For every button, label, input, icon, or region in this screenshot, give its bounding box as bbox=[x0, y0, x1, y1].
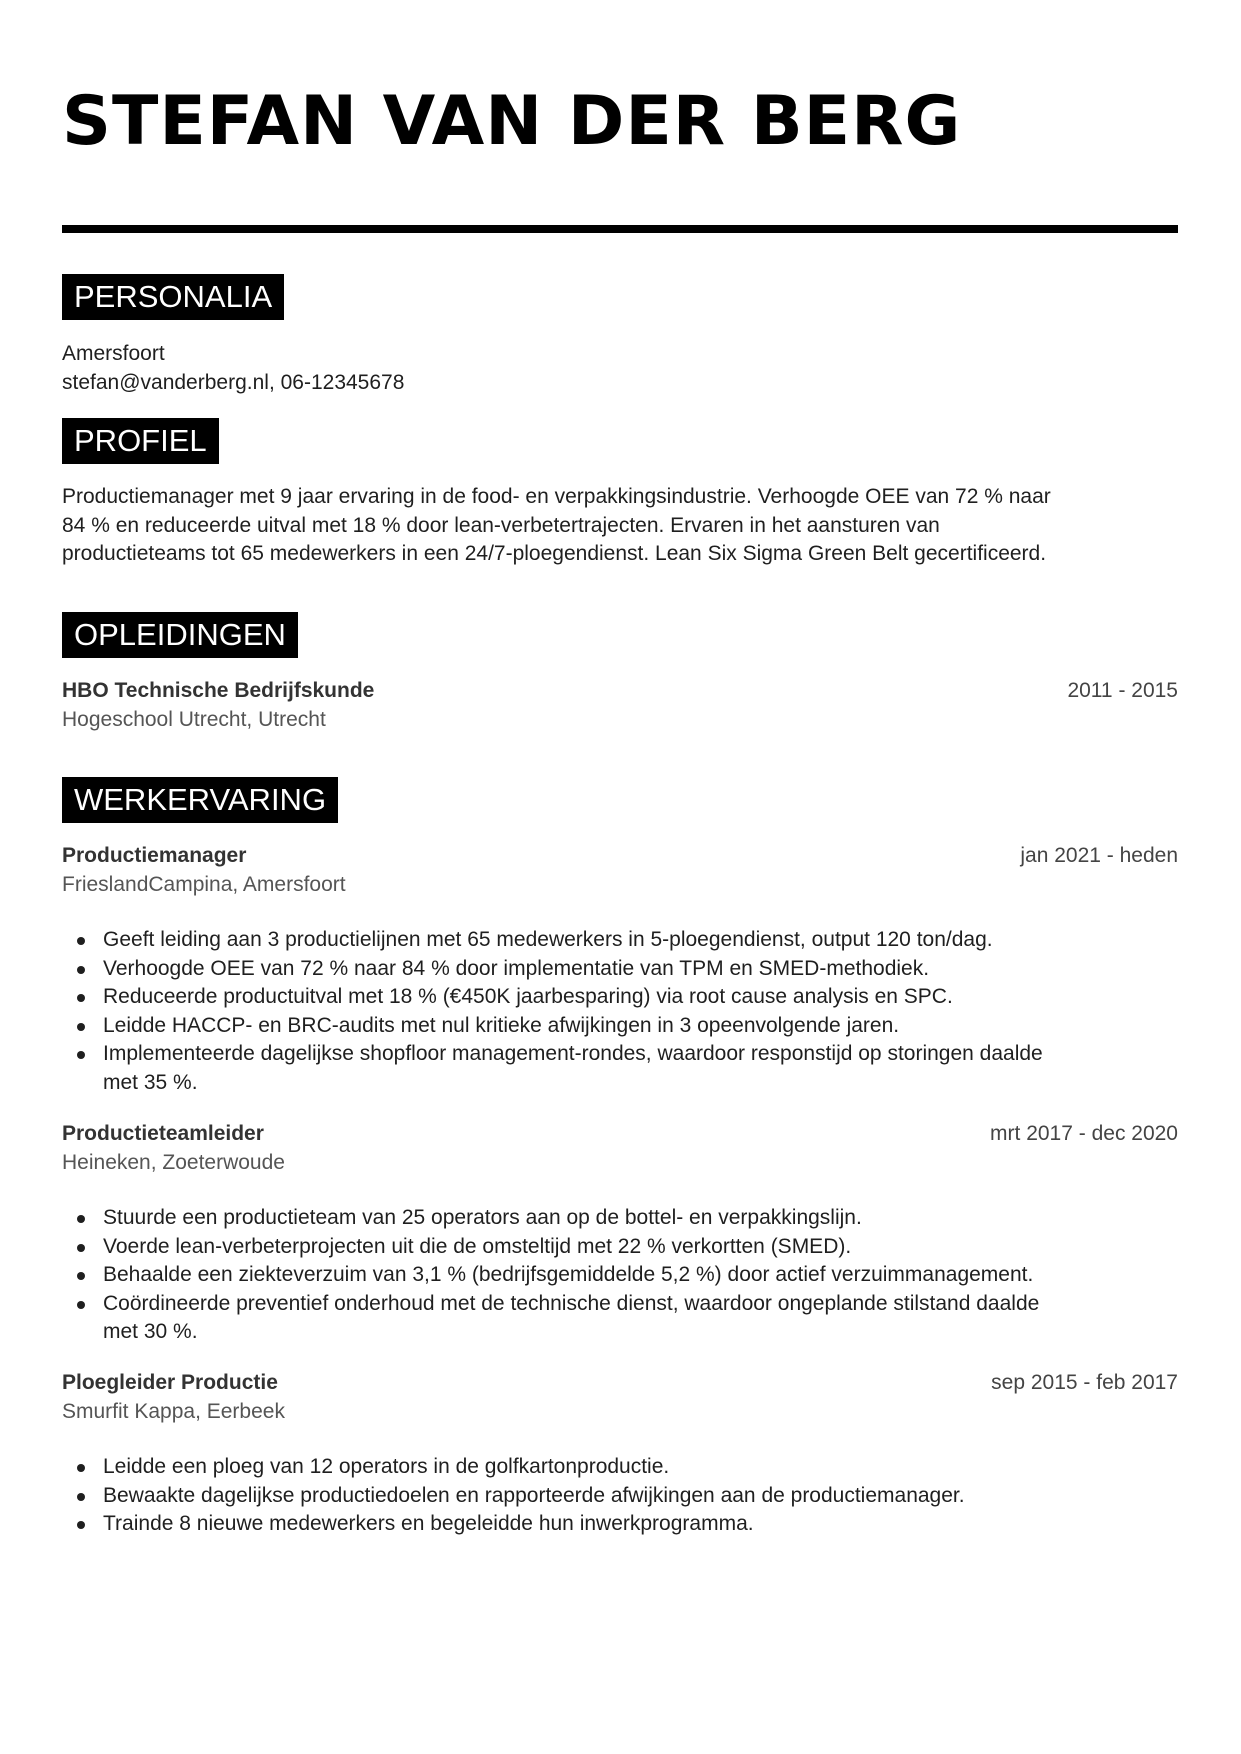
section-title-profiel: PROFIEL bbox=[62, 418, 219, 464]
bullet-text-continued: met 30 %. bbox=[103, 1320, 198, 1343]
job-entry-1 bbox=[62, 841, 1178, 899]
bullet-icon bbox=[77, 966, 85, 974]
bullet-text: Reduceerde productuitval met 18 % (€450K jaarbesparing) via root cause analysis en SPC. bbox=[103, 985, 953, 1008]
bullet-item bbox=[103, 1482, 1178, 1511]
profiel-line: productieteams tot 65 medewerkers in een 24/7-ploegendienst. Lean Six Sigma Green Belt gecertificeerd. bbox=[62, 542, 1047, 565]
bullet-item bbox=[103, 1204, 1178, 1233]
job-entry-2 bbox=[62, 1119, 1178, 1177]
education-institution: Hogeschool Utrecht, Utrecht bbox=[62, 708, 326, 731]
job-entry-3 bbox=[62, 1368, 1178, 1426]
bullet-icon bbox=[77, 937, 85, 945]
education-date: 2011 - 2015 bbox=[1067, 679, 1178, 702]
bullet-text: Trainde 8 nieuwe medewerkers en begeleidde hun inwerkprogramma. bbox=[103, 1512, 754, 1535]
bullet-icon bbox=[77, 994, 85, 1002]
education-entry bbox=[62, 676, 1178, 734]
job-title: Ploegleider Productie bbox=[62, 1371, 278, 1394]
bullet-item bbox=[103, 1233, 1178, 1262]
bullet-text: Leidde een ploeg van 12 operators in de golfkartonproductie. bbox=[103, 1455, 670, 1478]
personalia-city: Amersfoort bbox=[62, 342, 165, 365]
bullet-icon bbox=[77, 1493, 85, 1501]
bullet-icon bbox=[77, 1023, 85, 1031]
bullet-text: Voerde lean-verbeterprojecten uit die de omsteltijd met 22 % verkortten (SMED). bbox=[103, 1234, 852, 1258]
bullet-item bbox=[103, 1290, 1178, 1347]
profiel-text bbox=[62, 483, 1178, 569]
bullet-icon bbox=[77, 1521, 85, 1529]
job-date: sep 2015 - feb 2017 bbox=[991, 1371, 1178, 1394]
bullet-text: Behaalde een ziekteverzuim van 3,1 % (bedrijfsgemiddelde 5,2 %) door actief verzuimmanagement. bbox=[103, 1263, 1034, 1286]
education-title: HBO Technische Bedrijfskunde bbox=[62, 679, 375, 702]
bullet-icon bbox=[77, 1051, 85, 1059]
header-divider bbox=[62, 225, 1178, 233]
section-title-opleidingen: OPLEIDINGEN bbox=[62, 612, 298, 658]
job-employer: Heineken, Zoeterwoude bbox=[62, 1151, 285, 1174]
bullet-icon bbox=[77, 1464, 85, 1472]
job-bullets-2 bbox=[62, 1204, 1178, 1347]
bullet-item bbox=[103, 1040, 1178, 1097]
job-title: Productiemanager bbox=[62, 844, 247, 867]
bullet-item bbox=[103, 1012, 1178, 1041]
section-title-personalia: PERSONALIA bbox=[62, 274, 284, 320]
bullet-text: Leidde HACCP- en BRC-audits met nul kritieke afwijkingen in 3 opeenvolgende jaren. bbox=[103, 1013, 900, 1037]
bullet-icon bbox=[77, 1215, 85, 1223]
bullet-icon bbox=[77, 1301, 85, 1309]
bullet-item bbox=[103, 1510, 1178, 1539]
personalia-contact: stefan@vanderberg.nl, 06-12345678 bbox=[62, 370, 405, 394]
bullet-text: Implementeerde dagelijkse shopfloor management-rondes, waardoor responstijd op storingen daalde bbox=[103, 1042, 1043, 1065]
job-title: Productieteamleider bbox=[62, 1122, 264, 1145]
profiel-line: 84 % en reduceerde uitval met 18 % door lean-verbetertrajecten. Ervaren in het aansturen van bbox=[62, 513, 940, 537]
job-employer: Smurfit Kappa, Eerbeek bbox=[62, 1400, 285, 1423]
bullet-item bbox=[103, 1453, 1178, 1482]
candidate-name: STEFAN VAN DER BERG bbox=[62, 82, 962, 161]
bullet-item bbox=[103, 983, 1178, 1012]
job-date: mrt 2017 - dec 2020 bbox=[990, 1122, 1178, 1145]
bullet-text: Bewaakte dagelijkse productiedoelen en rapporteerde afwijkingen aan de productiemanager. bbox=[103, 1483, 965, 1507]
bullet-text: Geeft leiding aan 3 productielijnen met 65 medewerkers in 5-ploegendienst, output 120 ton/dag. bbox=[103, 928, 993, 951]
job-employer: FrieslandCampina, Amersfoort bbox=[62, 873, 346, 896]
job-date: jan 2021 - heden bbox=[1020, 844, 1178, 867]
bullet-item bbox=[103, 926, 1178, 955]
bullet-text-continued: met 35 %. bbox=[103, 1070, 198, 1094]
bullet-icon bbox=[77, 1272, 85, 1280]
bullet-item bbox=[103, 955, 1178, 984]
job-bullets-1 bbox=[62, 926, 1178, 1097]
bullet-icon bbox=[77, 1244, 85, 1252]
bullet-item bbox=[103, 1261, 1178, 1290]
personalia-block bbox=[62, 340, 1178, 397]
bullet-text: Coördineerde preventief onderhoud met de technische dienst, waardoor ongeplande stilstand daalde bbox=[103, 1291, 1040, 1315]
profiel-line: Productiemanager met 9 jaar ervaring in de food- en verpakkingsindustrie. Verhoogde OEE van 72 % naar bbox=[62, 485, 1051, 508]
bullet-text: Verhoogde OEE van 72 % naar 84 % door implementatie van TPM en SMED-methodiek. bbox=[103, 956, 930, 980]
job-bullets-3 bbox=[62, 1453, 1178, 1539]
bullet-text: Stuurde een productieteam van 25 operators aan op de bottel- en verpakkingslijn. bbox=[103, 1206, 862, 1229]
section-title-werkervaring: WERKERVARING bbox=[62, 777, 338, 823]
